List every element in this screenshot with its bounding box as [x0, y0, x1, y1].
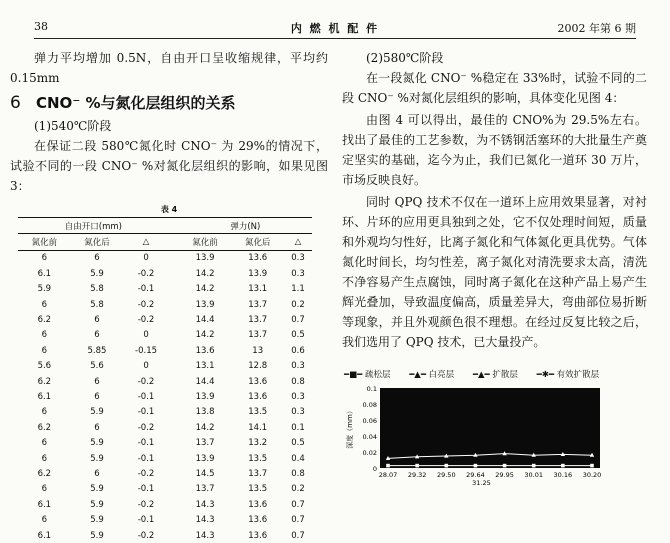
table-cell: 6: [41, 253, 48, 264]
y-tick-label: 0.08: [362, 401, 377, 409]
table-cell: -0.1: [137, 484, 155, 495]
table-row: [18, 497, 312, 512]
table-row: [18, 343, 312, 358]
table-row: [18, 512, 312, 527]
table-cell: 13.1: [195, 361, 215, 372]
data-point: [415, 464, 419, 468]
table-row: [18, 328, 312, 343]
table-cell: 13.7: [248, 468, 268, 479]
table-cell: 0.1: [291, 422, 305, 433]
table-row: [18, 297, 312, 312]
table-cell: 6.1: [37, 530, 52, 541]
table-cell: 0.6: [291, 345, 305, 356]
table-cell: 0.7: [291, 315, 305, 326]
table-cell: 6: [41, 438, 48, 449]
table-row: [18, 312, 312, 327]
section-heading: [10, 92, 328, 114]
issue-label: 2002 年第 6 期: [557, 22, 636, 35]
data-point: [444, 464, 448, 468]
table-cell: -0.1: [137, 438, 155, 449]
legend-item: ━✱━ 有效扩散层: [536, 370, 600, 380]
table-cell: 13: [252, 345, 264, 356]
table-row: [18, 528, 312, 543]
table-cell: 14.4: [195, 315, 215, 326]
table-cell: 12.8: [248, 361, 268, 372]
data-point: [503, 464, 507, 468]
data-point: [532, 464, 536, 468]
table-row: [18, 282, 312, 297]
table-cell: -0.2: [137, 499, 155, 510]
table-cell: 6.1: [37, 268, 52, 279]
table-cell: 14.2: [195, 284, 215, 295]
table-cell: 0.3: [291, 268, 305, 279]
table-cell: 6: [41, 330, 48, 341]
table-cell: -0.2: [137, 422, 155, 433]
table-cell: -0.1: [137, 407, 155, 418]
table-cell: 0: [143, 361, 149, 372]
legend-item: ━■━ 疏松层: [344, 370, 391, 380]
subsection-580: (2)580℃阶段: [366, 51, 444, 65]
paragraph-540: 在保证二段 580℃氮化时 CNO⁻ 为 29%的情况下，试验不同的一段 CNO⁻ %对氮化层组织的影响，如果见图 3：: [10, 139, 328, 193]
col-header: 氮化前: [18, 234, 71, 250]
table-cell: 6: [41, 299, 48, 310]
section-title: CNO⁻ %与氮化层组织的关系: [36, 94, 236, 112]
table-cell: -0.1: [137, 453, 155, 464]
group-header-opening: 自由开口(mm): [18, 218, 169, 234]
table-cell: 13.6: [248, 376, 268, 387]
table-cell: 13.7: [248, 315, 268, 326]
plot-area: [380, 388, 600, 468]
table-cell: 13.7: [248, 299, 268, 310]
subsection-540: (1)540℃阶段: [34, 119, 112, 133]
table-group-header: [18, 218, 312, 234]
table-cell: 13.6: [195, 345, 215, 356]
header-rule: [34, 38, 636, 39]
table-cell: 13.8: [195, 407, 215, 418]
table-cell: 0.3: [291, 407, 305, 418]
table-cell: 6: [41, 407, 48, 418]
table-cell: 5.8: [90, 299, 104, 310]
y-tick-label: 0.04: [362, 433, 377, 441]
y-tick-label: 0: [372, 465, 377, 473]
table-cell: 13.2: [248, 438, 268, 449]
table-cell: -0.2: [137, 468, 155, 479]
table-row: [18, 250, 312, 266]
x-tick-label: 29.64 31.25: [466, 471, 491, 487]
table-cell: 5.8: [90, 284, 104, 295]
x-tick-label: 30.20: [582, 471, 602, 479]
table-cell: 13.9: [195, 453, 215, 464]
table-cell: 5.9: [90, 407, 104, 418]
y-tick-label: 0.02: [362, 449, 377, 457]
page-number: 38: [34, 20, 48, 33]
table-cell: 14.5: [195, 468, 215, 479]
group-header-force: 弹力(N): [179, 218, 312, 234]
paragraph-result: 由图 4 可以得出，最佳的 CNO%为 29.5%左右。找出了最佳的工艺参数，为不锈钢活塞环的大批量生产奠定坚实的基础，迄今为止，我们已氮化一道环 30 万片，市场反映良好。: [342, 113, 647, 187]
table-cell: 14.3: [195, 515, 215, 526]
chart-legend: [344, 368, 615, 380]
table-row: [18, 482, 312, 497]
table-cell: 0.7: [291, 515, 305, 526]
col-header: 氮化后: [231, 234, 284, 250]
data-point: [386, 464, 390, 468]
table-cell: 13.6: [248, 530, 268, 541]
table-cell: 13.7: [195, 484, 215, 495]
table-cell: -0.15: [135, 345, 158, 356]
table-cell: 14.3: [195, 499, 215, 510]
table-row: [18, 466, 312, 481]
table-cell: 6: [94, 422, 100, 433]
paragraph-continued: 弹力平均增加 0.5N，自由开口呈收缩规律，平均约 0.15mm: [10, 51, 328, 85]
table-cell: 0.3: [291, 253, 305, 264]
table-cell: 5.9: [37, 284, 52, 295]
paragraph-qpq: 同时 QPQ 技术不仅在一道环上应用效果显著，对衬环、片环的应用更具独到之处，它不仅处理时间短，质量和外观均匀性好，比离子氮化和气体氮化更具优势。气体氮化时间长，均匀性差，离子氮化对清洗要求太高，清洗不净容易产生点腐蚀，同时离子氮化在这种产品上易产生辉光叠加，导致温度偏高，质量差异大，弯曲部位易折断等现象，并且外观颜色很不理想。在经过反复比较之后，我们选用了 QPQ 技术，已大量投产。: [342, 195, 647, 349]
table-cell: 14.4: [195, 376, 215, 387]
x-tick-label: 30.01: [524, 471, 544, 479]
table-cell: 14.2: [195, 330, 215, 341]
table-cell: 5.9: [90, 438, 104, 449]
table-cell: 13.9: [248, 268, 268, 279]
table-row: [18, 420, 312, 435]
table-row: [18, 359, 312, 374]
table-caption: 表 4: [160, 205, 178, 214]
table-cell: 6: [41, 453, 48, 464]
table-cell: 6: [94, 330, 100, 341]
table-cell: 14.3: [195, 530, 215, 541]
table-cell: -0.1: [137, 515, 155, 526]
table-cell: 14.2: [195, 268, 215, 279]
table-cell: 13.6: [248, 391, 268, 402]
table-cell: 5.85: [87, 345, 107, 356]
table-cell: -0.1: [137, 391, 155, 402]
table-cell: 0.5: [291, 330, 305, 341]
col-header: △: [284, 234, 312, 250]
table-cell: 0.7: [291, 530, 305, 541]
table-cell: 13.1: [248, 284, 268, 295]
table-row: [18, 405, 312, 420]
table-cell: 0.3: [291, 361, 305, 372]
data-point: [590, 464, 594, 468]
table-body: [18, 250, 312, 543]
x-tick-label: 29.95: [495, 471, 514, 479]
table-cell: 5.9: [90, 530, 104, 541]
table-cell: 6.2: [37, 315, 52, 326]
table-cell: 0.3: [291, 391, 305, 402]
table-cell: -0.2: [137, 376, 155, 387]
table-cell: 5.9: [90, 499, 104, 510]
table-cell: 0.2: [291, 299, 305, 310]
chart-figure-4: [342, 382, 642, 512]
y-axis-label: 深度（mm）: [346, 407, 354, 449]
table-cell: 6.1: [37, 499, 52, 510]
table-cell: 6: [94, 315, 100, 326]
table-cell: 13.9: [195, 253, 215, 264]
table-cell: 13.5: [248, 484, 268, 495]
table-cell: 13.7: [195, 438, 215, 449]
table-cell: 0.8: [291, 376, 305, 387]
table-cell: -0.2: [137, 530, 155, 541]
table-cell: 6.2: [37, 422, 52, 433]
table-cell: 0: [143, 330, 149, 341]
table-cell: 14.2: [195, 422, 215, 433]
table-cell: 0: [143, 253, 149, 264]
table-cell: 6.2: [37, 468, 52, 479]
right-column: [342, 48, 647, 487]
x-tick-label: 29.32: [407, 471, 427, 479]
table-cell: 6: [41, 515, 48, 526]
table-cell: 6: [94, 468, 100, 479]
table-cell: 5.6: [90, 361, 104, 372]
table-cell: 13.5: [248, 453, 268, 464]
table-cell: 6.1: [37, 391, 52, 402]
y-tick-label: 0.06: [362, 417, 377, 425]
data-point: [474, 464, 478, 468]
y-tick-label: 0.1: [366, 385, 377, 393]
table-cell: 5.9: [90, 515, 104, 526]
table-cell: -0.2: [137, 299, 155, 310]
table-cell: 13.9: [195, 299, 215, 310]
table-cell: 13.6: [248, 515, 268, 526]
table-cell: 5.9: [90, 268, 104, 279]
journal-title: 内 燃 机 配 件: [290, 22, 380, 35]
data-point: [561, 464, 565, 468]
table-cell: 13.9: [195, 391, 215, 402]
table-cell: 1.1: [291, 284, 305, 295]
table-cell: 13.6: [248, 499, 268, 510]
table-cell: 6: [94, 253, 100, 264]
data-table: [18, 217, 312, 543]
left-column: [10, 48, 328, 543]
table-row: [18, 435, 312, 450]
table-cell: 0.8: [291, 468, 305, 479]
table-row: [18, 374, 312, 389]
table-row: [18, 451, 312, 466]
page-header: [0, 0, 670, 36]
x-tick-label: 30.16: [553, 471, 573, 479]
table-row: [18, 266, 312, 281]
table-cell: -0.2: [137, 315, 155, 326]
paragraph-580: 在一段氮化 CNO⁻ %稳定在 33%时，试验不同的二段 CNO⁻ %对氮化层组织的影响，具体变化见图 4：: [342, 71, 647, 105]
table-cell: 6.2: [37, 376, 52, 387]
table-cell: 0.5: [291, 438, 305, 449]
col-header: 氮化前: [179, 234, 232, 250]
table-subheader: [18, 234, 312, 250]
col-header: △: [123, 234, 168, 250]
table-cell: -0.2: [137, 268, 155, 279]
legend-item: ━▲━ 白亮层: [409, 370, 455, 380]
table-cell: 0.7: [291, 499, 305, 510]
section-number: 6: [10, 93, 21, 113]
table-cell: 13.6: [248, 253, 268, 264]
table-cell: -0.1: [137, 284, 155, 295]
x-tick-label: 29.50: [436, 471, 456, 479]
table-cell: 6: [41, 345, 48, 356]
table-cell: 5.6: [37, 361, 52, 372]
table-cell: 6: [41, 484, 48, 495]
table-cell: 13.5: [248, 407, 268, 418]
x-tick-label: 28.07: [378, 471, 398, 479]
col-header: 氮化后: [71, 234, 124, 250]
table-cell: 6: [94, 391, 100, 402]
table-cell: 5.9: [90, 484, 104, 495]
table-cell: 0.2: [291, 484, 305, 495]
table-row: [18, 389, 312, 404]
table-cell: 5.9: [90, 453, 104, 464]
table-cell: 13.7: [248, 330, 268, 341]
table-cell: 14.1: [248, 422, 268, 433]
table-cell: 6: [94, 376, 100, 387]
table-cell: 0.4: [291, 453, 305, 464]
legend-item: ━▲━ 扩散层: [472, 370, 518, 380]
